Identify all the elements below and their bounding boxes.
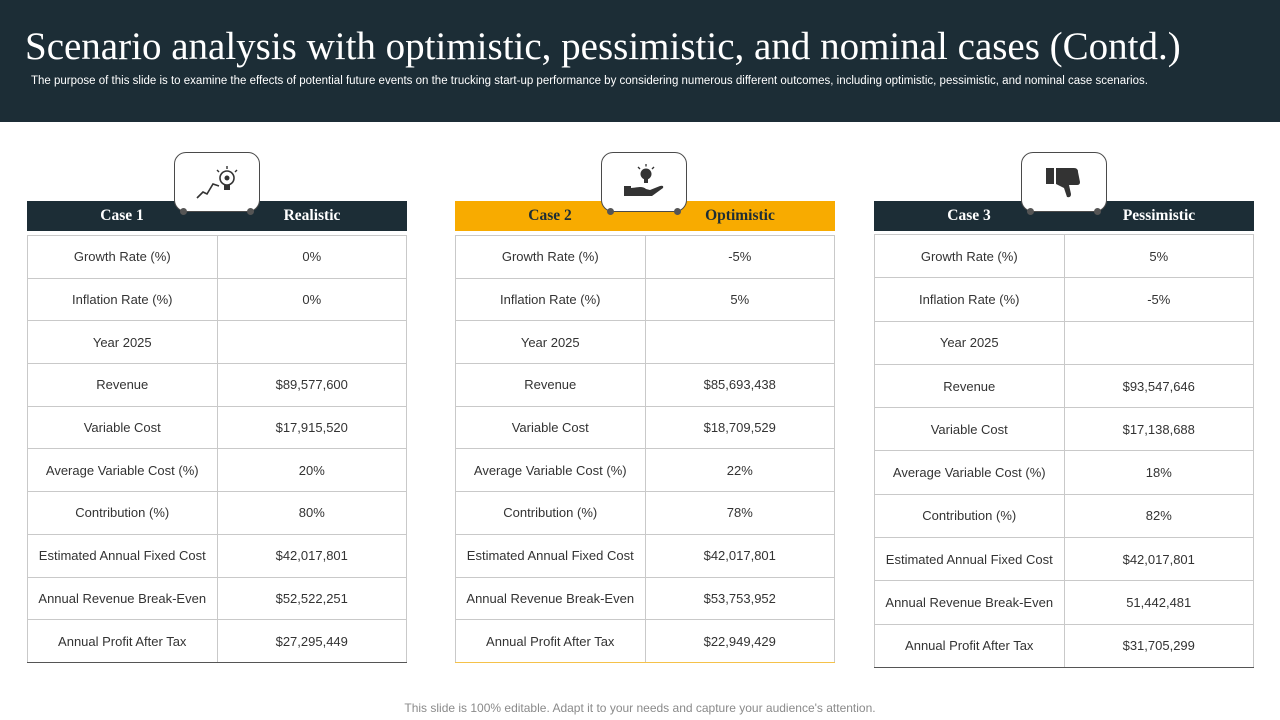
- value-cell: $89,577,600: [217, 364, 407, 407]
- table-row: [28, 620, 407, 663]
- table-row: [875, 538, 1254, 581]
- value-cell: 0%: [217, 278, 407, 321]
- table-row: [28, 236, 407, 279]
- connector-dot: [1027, 208, 1034, 215]
- value-cell: $52,522,251: [217, 577, 407, 620]
- table-row: [28, 278, 407, 321]
- case-3-scenario: Pessimistic: [1122, 207, 1196, 224]
- table-row: [875, 235, 1254, 278]
- case-2-label: Case 2: [528, 207, 572, 224]
- value-cell: [217, 321, 407, 364]
- metric-cell: Inflation Rate (%): [875, 278, 1065, 321]
- value-cell: $42,017,801: [645, 534, 835, 577]
- value-cell: 20%: [217, 449, 407, 492]
- value-cell: $27,295,449: [217, 620, 407, 663]
- case-1-label: Case 1: [100, 207, 144, 224]
- table-row: [456, 406, 835, 449]
- metric-cell: Growth Rate (%): [28, 236, 218, 279]
- value-cell: 78%: [645, 492, 835, 535]
- value-cell: $17,915,520: [217, 406, 407, 449]
- metric-cell: Average Variable Cost (%): [28, 449, 218, 492]
- value-cell: $93,547,646: [1064, 364, 1254, 407]
- thumbs-down-icon: [1044, 164, 1084, 200]
- value-cell: 82%: [1064, 494, 1254, 537]
- table-row: [456, 321, 835, 364]
- metric-cell: Annual Revenue Break-Even: [875, 581, 1065, 624]
- page-subtitle: The purpose of this slide is to examine the effects of potential future events on the trucking start-up performance by considering numerous different outcomes, including optimistic, pessimistic, and nominal case scenarios.: [31, 75, 1148, 87]
- table-row: [456, 620, 835, 663]
- metric-cell: Inflation Rate (%): [28, 278, 218, 321]
- metric-cell: Variable Cost: [28, 406, 218, 449]
- table-row: [456, 534, 835, 577]
- case-1-table: [27, 235, 407, 663]
- metric-cell: Variable Cost: [456, 406, 646, 449]
- metric-cell: Annual Profit After Tax: [28, 620, 218, 663]
- metric-cell: Annual Revenue Break-Even: [28, 577, 218, 620]
- hand-lightbulb-icon: [622, 164, 666, 200]
- metric-cell: Year 2025: [28, 321, 218, 364]
- metric-cell: Growth Rate (%): [456, 236, 646, 279]
- metric-cell: Year 2025: [875, 321, 1065, 364]
- table-row: [875, 321, 1254, 364]
- case-2-scenario: Optimistic: [705, 207, 775, 224]
- metric-cell: Year 2025: [456, 321, 646, 364]
- table-row: [875, 364, 1254, 407]
- value-cell: [645, 321, 835, 364]
- value-cell: $42,017,801: [217, 534, 407, 577]
- value-cell: 80%: [217, 492, 407, 535]
- table-row: [875, 451, 1254, 494]
- metric-cell: Contribution (%): [875, 494, 1065, 537]
- case-3-icon-frame: [1021, 152, 1107, 212]
- value-cell: -5%: [1064, 278, 1254, 321]
- value-cell: $42,017,801: [1064, 538, 1254, 581]
- table-row: [28, 492, 407, 535]
- value-cell: $22,949,429: [645, 620, 835, 663]
- case-3-table: [874, 234, 1254, 668]
- table-row: [875, 278, 1254, 321]
- connector-dot: [1094, 208, 1101, 215]
- table-row: [456, 492, 835, 535]
- case-3-label: Case 3: [947, 207, 991, 224]
- table-row: [456, 236, 835, 279]
- value-cell: $85,693,438: [645, 364, 835, 407]
- case-2-icon-frame: [601, 152, 687, 212]
- value-cell: 0%: [217, 236, 407, 279]
- metric-cell: Estimated Annual Fixed Cost: [456, 534, 646, 577]
- metric-cell: Estimated Annual Fixed Cost: [28, 534, 218, 577]
- metric-cell: Estimated Annual Fixed Cost: [875, 538, 1065, 581]
- header-banner: [0, 0, 1280, 122]
- metric-cell: Average Variable Cost (%): [456, 449, 646, 492]
- value-cell: $18,709,529: [645, 406, 835, 449]
- connector-dot: [674, 208, 681, 215]
- value-cell: $31,705,299: [1064, 624, 1254, 667]
- value-cell: 22%: [645, 449, 835, 492]
- case-1-icon-frame: [174, 152, 260, 212]
- metric-cell: Contribution (%): [28, 492, 218, 535]
- table-row: [456, 577, 835, 620]
- metric-cell: Inflation Rate (%): [456, 278, 646, 321]
- metric-cell: Variable Cost: [875, 408, 1065, 451]
- table-row: [28, 406, 407, 449]
- footer-note: This slide is 100% editable. Adapt it to your needs and capture your audience's attention.: [404, 701, 876, 715]
- connector-dot: [607, 208, 614, 215]
- lightbulb-chart-icon: [195, 164, 239, 200]
- table-row: [875, 408, 1254, 451]
- table-row: [875, 494, 1254, 537]
- page-title: Scenario analysis with optimistic, pessimistic, and nominal cases (Contd.): [25, 25, 1181, 68]
- value-cell: -5%: [645, 236, 835, 279]
- metric-cell: Growth Rate (%): [875, 235, 1065, 278]
- table-row: [28, 321, 407, 364]
- value-cell: 18%: [1064, 451, 1254, 494]
- metric-cell: Revenue: [456, 364, 646, 407]
- value-cell: $53,753,952: [645, 577, 835, 620]
- table-row: [875, 624, 1254, 667]
- value-cell: $17,138,688: [1064, 408, 1254, 451]
- table-row: [28, 449, 407, 492]
- table-row: [456, 449, 835, 492]
- metric-cell: Annual Profit After Tax: [875, 624, 1065, 667]
- table-row: [28, 577, 407, 620]
- value-cell: [1064, 321, 1254, 364]
- table-row: [875, 581, 1254, 624]
- value-cell: 5%: [1064, 235, 1254, 278]
- metric-cell: Annual Profit After Tax: [456, 620, 646, 663]
- value-cell: 51,442,481: [1064, 581, 1254, 624]
- metric-cell: Revenue: [28, 364, 218, 407]
- metric-cell: Contribution (%): [456, 492, 646, 535]
- metric-cell: Annual Revenue Break-Even: [456, 577, 646, 620]
- case-1-scenario: Realistic: [283, 207, 341, 224]
- table-row: [456, 278, 835, 321]
- table-row: [28, 534, 407, 577]
- case-2-table: [455, 235, 835, 663]
- value-cell: 5%: [645, 278, 835, 321]
- metric-cell: Average Variable Cost (%): [875, 451, 1065, 494]
- table-row: [456, 364, 835, 407]
- connector-dot: [180, 208, 187, 215]
- table-row: [28, 364, 407, 407]
- connector-dot: [247, 208, 254, 215]
- metric-cell: Revenue: [875, 364, 1065, 407]
